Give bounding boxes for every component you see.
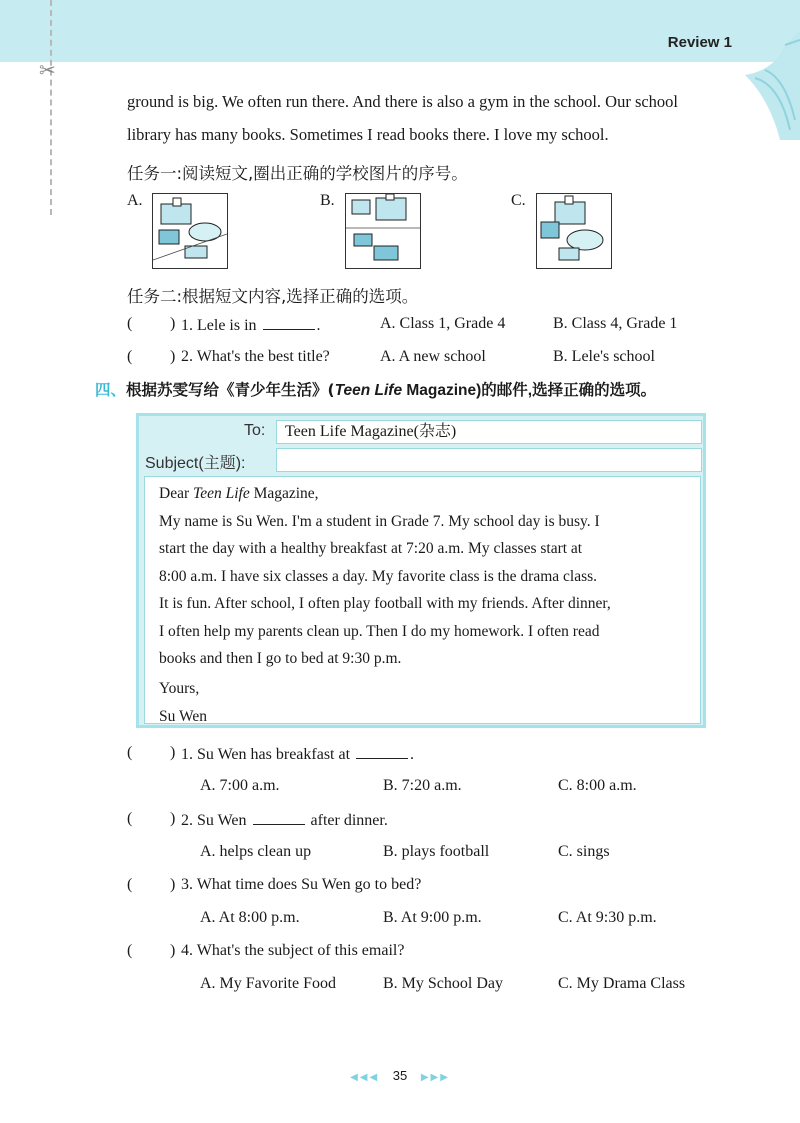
- greeting-suffix: Magazine,: [249, 485, 319, 502]
- q2-option-b[interactable]: B. plays football: [383, 843, 490, 860]
- question-text: What's the subject of this email?: [196, 942, 405, 959]
- task2-q2-option-a[interactable]: A. A new school: [380, 348, 486, 365]
- email-body-line: My name is Su Wen. I'm a student in Grade 7. My school day is busy. I: [159, 513, 600, 530]
- question-text: Lele is in: [197, 317, 257, 334]
- school-picture-b[interactable]: [345, 193, 421, 269]
- section-title-italic: Teen Life: [334, 382, 403, 399]
- q1-option-c[interactable]: C. 8:00 a.m.: [558, 777, 637, 794]
- q3-option-b[interactable]: B. At 9:00 p.m.: [383, 909, 482, 926]
- question-3: [181, 876, 421, 894]
- question-number: 3.: [181, 876, 193, 893]
- question-number: 4.: [181, 942, 193, 959]
- task2-q1-option-b[interactable]: B. Class 4, Grade 1: [553, 315, 678, 332]
- email-body-line: start the day with a healthy breakfast at 7:20 a.m. My classes start at: [159, 540, 583, 557]
- answer-blank[interactable]: [253, 810, 305, 825]
- question-4: [181, 942, 404, 960]
- question-2: [181, 810, 388, 830]
- q1-option-a[interactable]: A. 7:00 a.m.: [200, 777, 280, 794]
- answer-paren-open: (: [127, 348, 133, 365]
- answer-paren-close: ): [170, 876, 176, 893]
- answer-paren-close: ): [170, 744, 176, 761]
- section-number: 四、: [95, 381, 127, 399]
- right-arrows-icon: ▶▶▶: [420, 1072, 450, 1083]
- q3-option-a[interactable]: A. At 8:00 p.m.: [200, 909, 300, 926]
- q4-option-c[interactable]: C. My Drama Class: [558, 975, 686, 992]
- question-text: Su Wen has breakfast at: [197, 746, 351, 763]
- question-1: [181, 744, 414, 764]
- to-label: To:: [244, 422, 266, 439]
- email-closing: Yours,: [159, 680, 200, 697]
- q3-option-c[interactable]: C. At 9:30 p.m.: [558, 909, 657, 926]
- answer-paren-open: (: [127, 810, 133, 827]
- q4-option-a[interactable]: A. My Favorite Food: [200, 975, 336, 992]
- answer-paren-close: ): [170, 810, 176, 827]
- q2-option-c[interactable]: C. sings: [558, 843, 610, 860]
- email-body-line: It is fun. After school, I often play football with my friends. After dinner,: [159, 595, 611, 612]
- to-field[interactable]: Teen Life Magazine(杂志): [276, 420, 702, 444]
- left-arrows-icon: ◀◀◀: [350, 1072, 380, 1083]
- task1-instruction: 任务一:阅读短文,圈出正确的学校图片的序号。: [127, 164, 468, 183]
- answer-paren-open: (: [127, 942, 133, 959]
- answer-paren-close: ): [170, 942, 176, 959]
- answer-paren-close: ): [170, 315, 176, 332]
- scissors-icon: ✂: [39, 58, 56, 82]
- email-body-line: books and then I go to bed at 9:30 p.m.: [159, 650, 402, 667]
- email-body: [144, 476, 701, 724]
- review-label: Review 1: [667, 34, 732, 51]
- school-picture-a[interactable]: [152, 193, 228, 269]
- q2-option-a[interactable]: A. helps clean up: [200, 843, 312, 860]
- question-number: 1.: [181, 317, 193, 334]
- email-body-line: I often help my parents clean up. Then I do my homework. I often read: [159, 623, 600, 640]
- email-panel: [136, 413, 706, 728]
- subject-field[interactable]: [276, 448, 702, 472]
- section-4-title: [95, 378, 656, 400]
- question-end: .: [410, 746, 415, 763]
- answer-paren-close: ): [170, 348, 176, 365]
- question-end: .: [316, 317, 321, 334]
- section-title-part2: Magazine)的邮件,选择正确的选项。: [402, 382, 657, 399]
- q1-option-b[interactable]: B. 7:20 a.m.: [383, 777, 462, 794]
- question-number: 1.: [181, 746, 193, 763]
- question-number: 2.: [181, 348, 193, 365]
- school-picture-c[interactable]: [536, 193, 612, 269]
- section-title-part1: 根据苏雯写给《青少年生活》(: [126, 381, 335, 399]
- answer-paren-open: (: [127, 876, 133, 893]
- task2-q2-option-b[interactable]: B. Lele's school: [553, 348, 655, 365]
- answer-blank[interactable]: [356, 744, 408, 759]
- question-text: What's the best title?: [196, 348, 330, 365]
- greeting-italic: Teen Life: [193, 485, 250, 502]
- question-end: after dinner.: [310, 812, 388, 829]
- page-footer: [0, 1068, 800, 1083]
- passage-line-1: ground is big. We often run there. And there is also a gym in the school. Our school: [127, 92, 679, 111]
- subject-label: Subject(主题):: [145, 455, 246, 472]
- cut-line: [50, 0, 52, 215]
- task2-q1-option-a[interactable]: A. Class 1, Grade 4: [380, 315, 506, 332]
- email-body-line: 8:00 a.m. I have six classes a day. My favorite class is the drama class.: [159, 568, 598, 585]
- question-number: 2.: [181, 812, 193, 829]
- task2-question-1: [181, 315, 321, 335]
- email-signature: Su Wen: [159, 708, 207, 725]
- q4-option-b[interactable]: B. My School Day: [383, 975, 503, 992]
- question-text: Su Wen: [197, 812, 247, 829]
- email-greeting: [159, 485, 319, 503]
- greeting-prefix: Dear: [159, 485, 193, 502]
- option-label-c: C.: [511, 192, 526, 209]
- question-text: What time does Su Wen go to bed?: [196, 876, 422, 893]
- answer-paren-open: (: [127, 315, 133, 332]
- task2-instruction: 任务二:根据短文内容,选择正确的选项。: [127, 287, 419, 306]
- pagoda-roof-icon: [740, 30, 800, 140]
- option-label-b: B.: [320, 192, 335, 209]
- option-label-a: A.: [127, 192, 143, 209]
- answer-blank[interactable]: [263, 315, 315, 330]
- answer-paren-open: (: [127, 744, 133, 761]
- task2-question-2: [181, 348, 330, 366]
- page-number: 35: [392, 1068, 408, 1083]
- passage-line-2: library has many books. Sometimes I read books there. I love my school.: [127, 125, 609, 144]
